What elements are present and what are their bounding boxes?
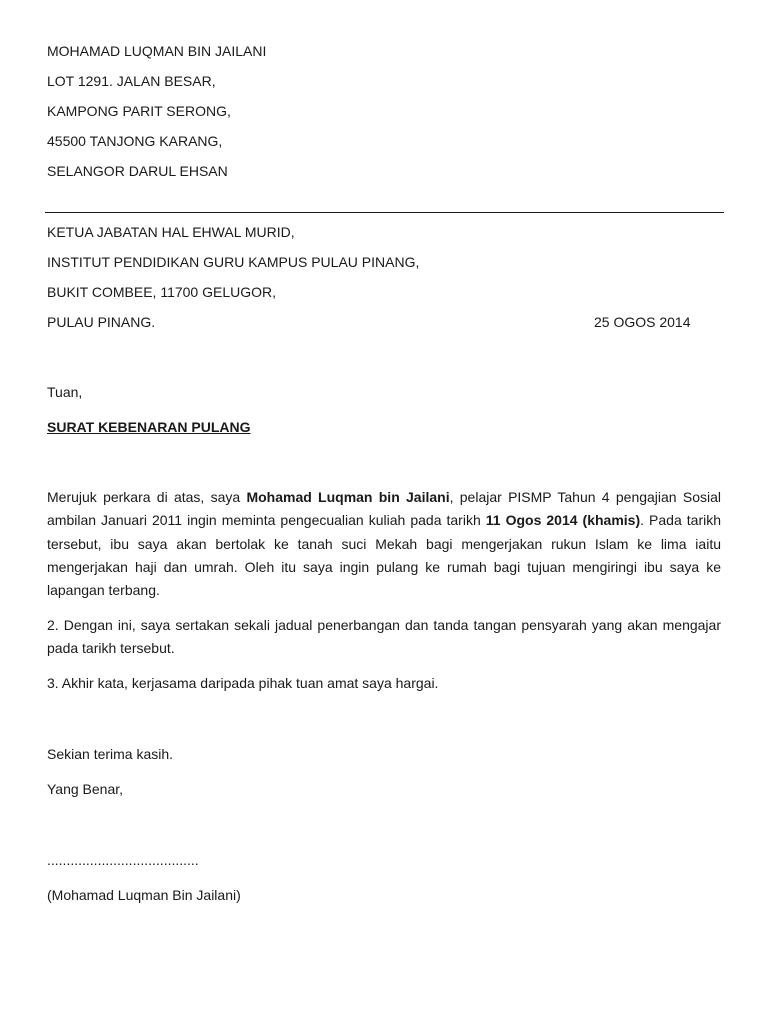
sender-address-line-2: KAMPONG PARIT SERONG, — [47, 103, 231, 119]
body-paragraph-1 — [47, 486, 721, 602]
sender-name: MOHAMAD LUQMAN BIN JAILANI — [47, 43, 267, 59]
closing-sign-off: Yang Benar, — [47, 781, 124, 797]
sender-address-line-1: LOT 1291. JALAN BESAR, — [47, 73, 216, 89]
student-name: Mohamad Luqman bin Jailani — [246, 489, 450, 505]
letter-subject: SURAT KEBENARAN PULANG — [47, 419, 251, 435]
recipient-address-line-1: BUKIT COMBEE, 11700 GELUGOR, — [47, 284, 277, 300]
salutation: Tuan, — [47, 384, 83, 400]
recipient-title: KETUA JABATAN HAL EHWAL MURID, — [47, 224, 295, 240]
letter-date: 25 OGOS 2014 — [594, 314, 691, 330]
body-paragraph-1-text-2: , pelajar PISMP Tahun 4 pengajian Sosial ambilan Januari 2011 ingin meminta pengecualian kuliah pada tarikh — [47, 489, 721, 529]
signer-name: (Mohamad Luqman Bin Jailani) — [47, 887, 241, 903]
body-paragraph-3: 3. Akhir kata, kerjasama daripada pihak tuan amat saya hargai. — [47, 675, 439, 691]
sender-address-line-4: SELANGOR DARUL EHSAN — [47, 163, 228, 179]
recipient-address-line-2: PULAU PINANG. — [47, 314, 156, 330]
body-paragraph-1-text-3: . Pada tarikh tersebut, ibu saya akan bertolak ke tanah suci Mekah bagi mengerjakan rukun Islam ke lima iaitu mengerjakan haji dan umrah. Oleh itu saya ingin pulang ke rumah bagi tujuan mengiringi ibu saya ke lapangan terbang. — [47, 512, 722, 599]
recipient-institution: INSTITUT PENDIDIKAN GURU KAMPUS PULAU PINANG, — [47, 254, 420, 270]
header-divider — [45, 212, 724, 213]
sender-address-line-3: 45500 TANJONG KARANG, — [47, 133, 223, 149]
signature-line: ....................................... — [47, 852, 199, 868]
closing-thanks: Sekian terima kasih. — [47, 746, 174, 762]
body-paragraph-2: 2. Dengan ini, saya sertakan sekali jadual penerbangan dan tanda tangan pensyarah yang akan mengajar pada tarikh tersebut. — [47, 617, 721, 657]
leave-date: 11 Ogos 2014 (khamis) — [485, 512, 641, 529]
body-paragraph-1-text-1: Merujuk perkara di atas, saya — [47, 489, 247, 505]
